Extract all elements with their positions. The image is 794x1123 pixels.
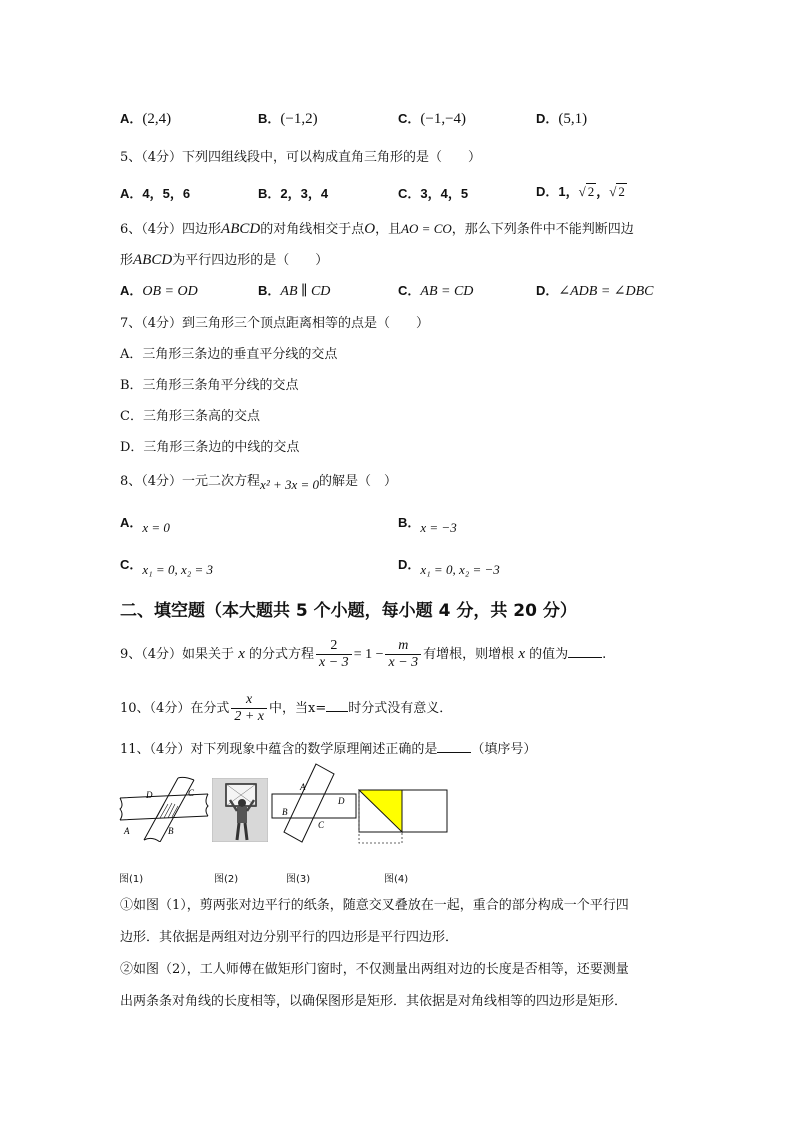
q11-item1-line2: 边形．其依据是两组对边分别平行的四边形是平行四边形． [120, 930, 459, 945]
q6-stem-line1: 6、（4分）四边形ABCD的对角线相交于点O，且AO = CO，那么下列条件中不能判断四边 [120, 221, 634, 237]
q8-option-b: B．x = −3 [398, 515, 457, 535]
fraction-2-over-x-minus-3: $\frac{2}{x - 3}$ [316, 638, 352, 671]
fig1-point-d: D [146, 790, 153, 800]
fig1-point-b: B [168, 826, 174, 836]
fraction-m-over-x-minus-3: $\frac{m}{x - 3}$ [385, 638, 421, 671]
q6-stem-line2: 形ABCD为平行四边形的是（ ） [120, 252, 329, 268]
q4-option-c: C．(−1,−4) [398, 111, 467, 127]
q6-option-a: A．OB = OD [120, 283, 198, 299]
q5-option-a: A．4，5，6 [120, 186, 191, 201]
sqrt-2-a: √ 2 [578, 184, 595, 199]
answer-blank[interactable] [326, 699, 348, 712]
figure-2-worker-window [212, 778, 268, 842]
q6-option-d: D．∠ADB = ∠DBC [536, 283, 654, 299]
q11-item2-line2: 出两条条对角线的长度相等，以确保图形是矩形．其依据是对角线相等的四边形是矩形． [120, 994, 628, 1009]
q4-option-b: B．(−1,2) [258, 111, 318, 127]
section-title-fill-in: 二、填空题（本大题共 5 个小题，每小题 4 分，共 20 分） [120, 601, 577, 621]
q8-option-d: D．x₁ = 0, x₂ = −3 [398, 557, 500, 577]
sqrt-2-b: √ 2 [609, 184, 625, 199]
q5-option-c: C．3，4，5 [398, 186, 469, 201]
q7-option-a: A．三角形三条边的垂直平分线的交点 [120, 347, 338, 362]
q4-option-a: A．(2,4) [120, 111, 172, 127]
q8-option-a: A．x = 0 [120, 515, 170, 535]
q7-option-d: D．三角形三条边的中线的交点 [120, 440, 300, 455]
answer-blank[interactable] [437, 740, 471, 753]
q11-item1-line1: ①如图（1），剪两张对边平行的纸条，随意交叉叠放在一起，重合的部分构成一个平行四 [120, 898, 629, 913]
q10-stem: 10、（4分）在分式 $\frac{x}{2 + x}$ 中，当x= 时分式没有意义． [120, 692, 453, 724]
figure-3-label: 图(3) [286, 874, 311, 885]
q9-stem: 9、（4分）如果关于 x 的分式方程 $\frac{2}{x - 3}$ = 1 − $\frac{m}{x - 3}$ 有增根，则增根 x 的值为 . [120, 638, 607, 670]
fig3-point-d: D [338, 796, 345, 806]
q7-option-b: B．三角形三条角平分线的交点 [120, 378, 299, 393]
q6-option-c: C．AB = CD [398, 283, 474, 299]
fraction-x-over-2-plus-x: $\frac{x}{2 + x}$ [231, 692, 267, 725]
q5-option-d: D．1，√ 2 ，√ 2 [536, 184, 625, 199]
answer-blank[interactable] [568, 645, 602, 658]
fig1-point-c: C [188, 788, 195, 798]
q8-stem: 8、（4分）一元二次方程x² + 3x = 0的解是（ ） [120, 474, 398, 492]
q8-option-c: C．x₁ = 0, x₂ = 3 [120, 557, 214, 577]
q7-stem: 7、（4分）到三角形三个顶点距离相等的点是（ ） [120, 316, 430, 331]
figure-1-label: 图(1) [119, 874, 144, 885]
q6-option-b: B．AB ∥ CD [258, 283, 331, 299]
q5-option-b: B．2，3，4 [258, 186, 329, 201]
figure-4-folded-square [358, 789, 448, 845]
figure-2-label: 图(2) [214, 874, 239, 885]
fig1-point-a: A [124, 826, 130, 836]
q7-option-c: C．三角形三条高的交点 [120, 409, 260, 424]
fig3-point-b: B [282, 807, 288, 817]
q11-item2-line1: ②如图（2），工人师傅在做矩形门窗时，不仅测量出两组对边的长度是否相等，还要测量 [120, 962, 629, 977]
figure-4-label: 图(4) [384, 874, 409, 885]
fig3-point-a: A [300, 782, 306, 792]
q4-option-d: D．(5,1) [536, 111, 588, 127]
figure-3-overlapping-rectangles [270, 760, 358, 846]
fig3-point-c: C [318, 820, 325, 830]
q11-stem: 11、（4分）对下列现象中蕴含的数学原理阐述正确的是 （填序号） [120, 742, 537, 757]
q5-stem: 5、（4分）下列四组线段中，可以构成直角三角形的是（ ） [120, 150, 482, 165]
figure-1-crossed-strips [118, 776, 210, 842]
